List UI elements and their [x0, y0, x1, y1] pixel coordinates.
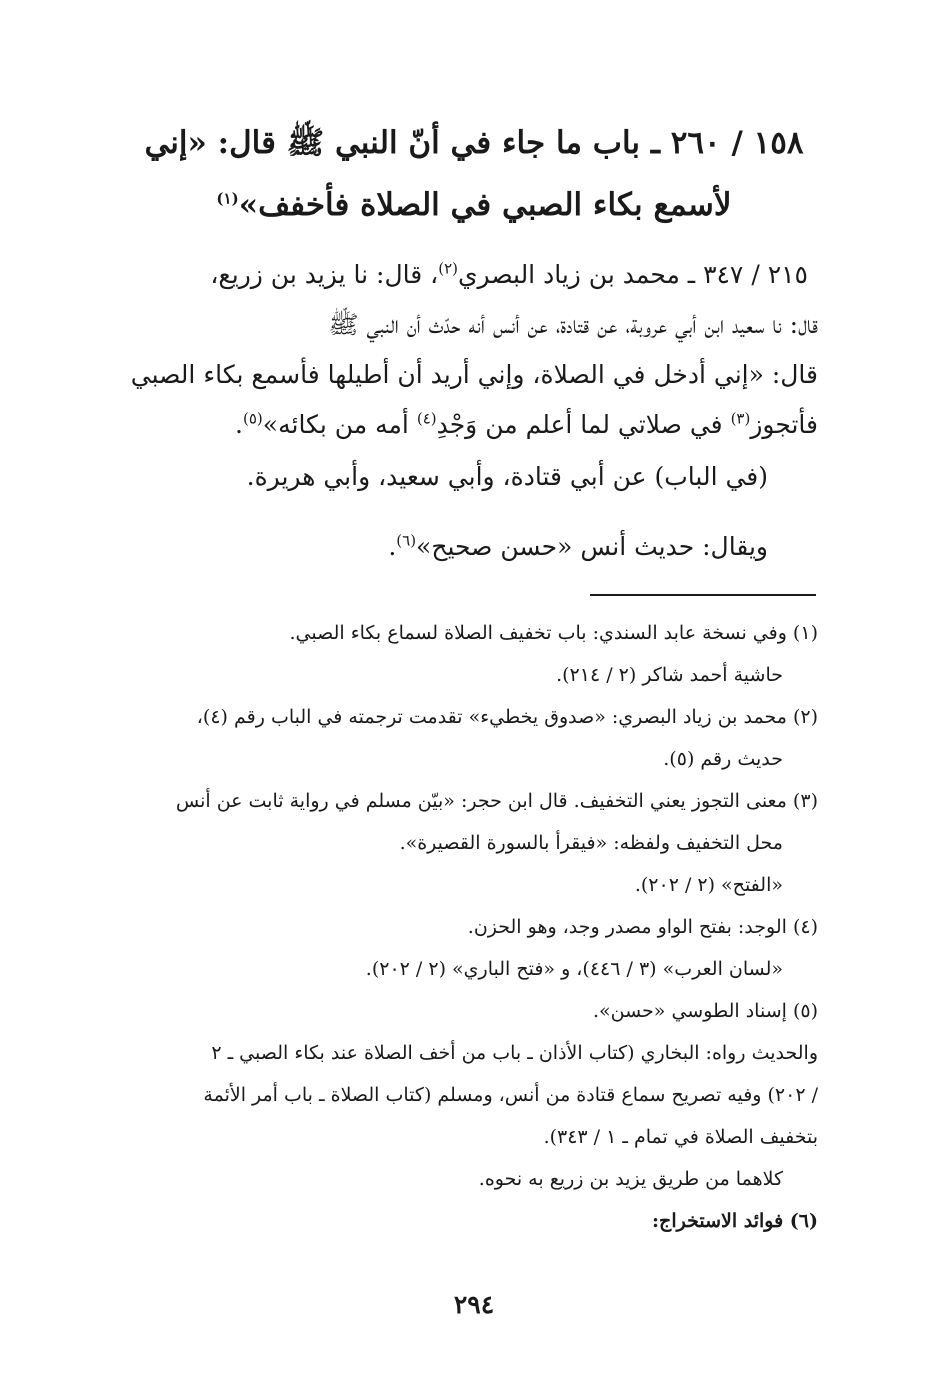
footnote-4: (٤) الوجد: بفتح الواو مصدر وجد، وهو الحزن.	[467, 916, 818, 938]
footnote-5: (٥) إسناد الطوسي «حسن».	[592, 1000, 818, 1022]
matn-part-a: فأتجوز	[750, 410, 818, 439]
hadith-line-1	[113, 250, 818, 300]
hadith-text	[113, 250, 818, 450]
page-number: ٢٩٤	[453, 1290, 495, 1319]
matn-part-c: أمه من بكائه»	[262, 410, 417, 439]
footnote-6: (٦) فوائد الاستخراج:	[652, 1210, 818, 1232]
footnote-ref-3: (٣)	[730, 409, 751, 428]
heading-line-2	[120, 174, 828, 236]
heading-line-2-text: لأسمع بكاء الصبي في الصلاة فأخفف»	[238, 187, 732, 223]
footnote-ref-4: (٤)	[416, 409, 437, 428]
footnote-3-cont: محل التخفيف ولفظه: «فيقرأ بالسورة القصيرة».	[399, 832, 783, 854]
grading-text: ويقال: حديث أنس «حسن صحيح»	[416, 532, 768, 561]
hadith-line-4	[113, 400, 818, 450]
footnotes	[98, 612, 818, 1242]
isnad-cont: ، قال: نا يزيد بن زريع،	[210, 260, 439, 289]
footnote-5-takhrij: والحديث رواه: البخاري (كتاب الأذان ـ باب من أخف الصلاة عند بكاء الصبي ـ ٢	[211, 1042, 818, 1064]
footnote-5-takhrij-end: بتخفيف الصلاة في تمام ـ ١ / ٣٤٣).	[543, 1126, 818, 1148]
grading-end: .	[388, 532, 397, 561]
hadith-line-2: قال: نا سعيد ابن أبي عروبة، عن قتادة، عن أنس أنه حدّث أن النبي ﷺ	[328, 310, 818, 339]
isnad-start: ٢١٥ / ٣٤٧ ـ محمد بن زياد البصري	[457, 260, 808, 289]
footnote-ref-2: (٢)	[438, 259, 458, 278]
footnote-4-source: «لسان العرب» (٣ / ٤٤٦)، و «فتح الباري» (٢ / ٢٠٢).	[365, 958, 783, 980]
footnote-ref-6: (٦)	[396, 531, 417, 550]
footnote-1: (١) وفي نسخة عابد السندي: باب تخفيف الصلاة لسماع بكاء الصبي.	[289, 622, 818, 644]
in-the-chapter-note: (في الباب) عن أبي قتادة، وأبي سعيد، وأبي هريرة.	[246, 462, 768, 491]
footnote-2: (٢) محمد بن زياد البصري: «صدوق يخطيء» تقدمت ترجمته في الباب رقم (٤)،	[196, 706, 818, 728]
heading-line-1: ١٥٨ / ٢٦٠ ـ باب ما جاء في أنّ النبي ﷺ قال: «إني	[144, 125, 804, 161]
chapter-heading	[120, 112, 828, 236]
footnote-ref-1: (١)	[216, 189, 239, 208]
footnote-2-cont: حديث رقم (٥).	[663, 748, 783, 770]
matn-end: .	[235, 410, 243, 439]
hadith-line-3: قال: «إني أدخل في الصلاة، وإني أريد أن أطيلها فأسمع بكاء الصبي	[130, 360, 818, 389]
footnote-5-takhrij-cont: / ٢٠٢) وفيه تصريح سماع قتادة من أنس، ومسلم (كتاب الصلاة ـ باب أمر الأئمة	[203, 1084, 818, 1106]
footnote-3-source: «الفتح» (٢ / ٢٠٢).	[634, 874, 783, 896]
footnote-separator	[590, 594, 816, 596]
grading-note	[388, 527, 768, 567]
footnote-1-cont: حاشية أحمد شاكر (٢ / ٢١٤).	[556, 664, 783, 686]
footnote-5-path: كلاهما من طريق يزيد بن زريع به نحوه.	[478, 1168, 783, 1190]
matn-part-b: في صلاتي لما أعلم من وَجْدِ	[436, 410, 731, 439]
footnote-ref-5: (٥)	[243, 409, 263, 428]
footnote-3: (٣) معنى التجوز يعني التخفيف. قال ابن حجر: «بيّن مسلم في رواية ثابت عن أنس	[175, 790, 818, 812]
